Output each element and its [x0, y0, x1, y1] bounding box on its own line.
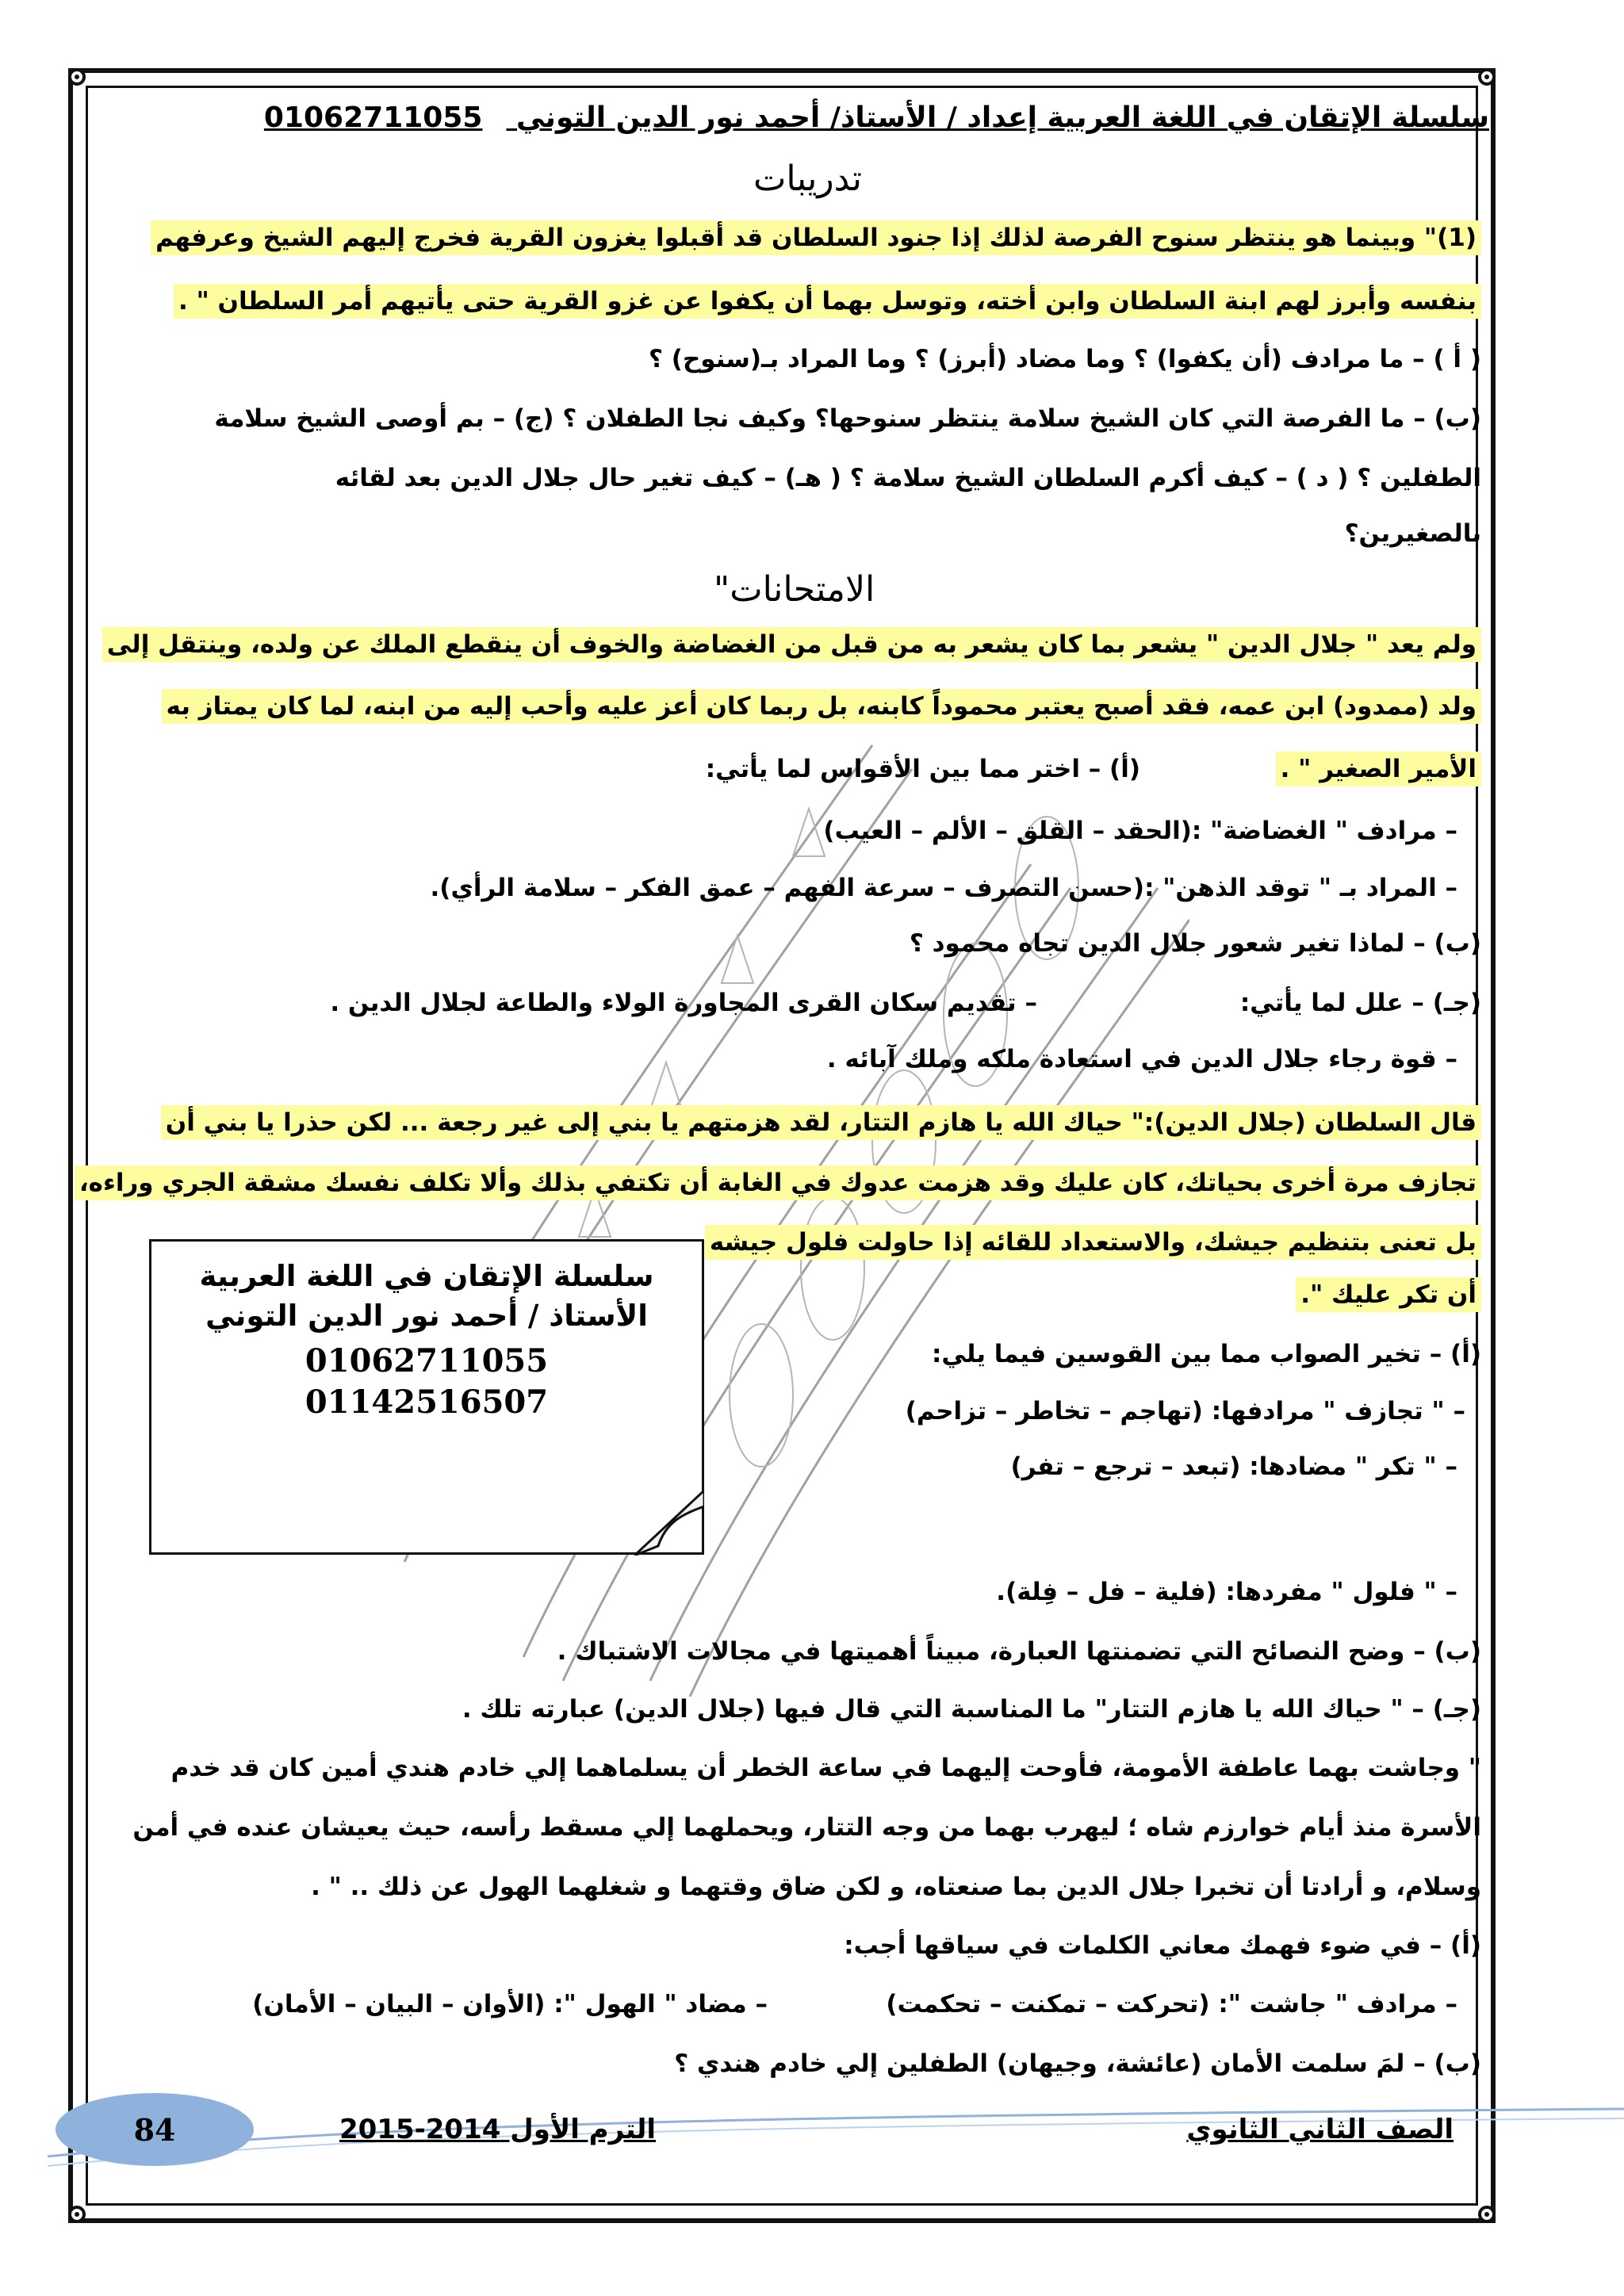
- footer-grade: الصف الثاني الثانوي: [1186, 2114, 1454, 2145]
- question-line: بالصغيرين؟: [1344, 519, 1481, 548]
- frame-corner-ornament: [1478, 2206, 1496, 2223]
- passage-line: ولم يعد " جلال الدين " يشعر بما كان يشعر به من قبل من الغضاضة والخوف أن ينقطع الملك عن ولده، وينتقل إلى: [102, 630, 1481, 660]
- question-line: (ب) – ما الفرصة التي كان الشيخ سلامة ينتظر سنوحها؟ وكيف نجا الطفلان ؟ (ج) – بم أوصى الشيخ سلامة: [214, 404, 1481, 433]
- passage-line: تجازف مرة أخرى بحياتك، كان عليك وقد هزمت عدوك في الغابة أن تكتفي بذلك وألا تكلف نفسك مشقة الجري وراءه،: [75, 1169, 1481, 1198]
- question-line: (ب) – لماذا تغير شعور جلال الدين تجاه محمود ؟: [909, 929, 1481, 958]
- question-line: – " فلول " مفردها: (فلية – فل – فِلة).: [996, 1578, 1457, 1606]
- question-line: (جـ) – " حياك الله يا هازم التتار" ما المناسبة التي قال فيها (جلال الدين) عبارته تلك .: [462, 1695, 1481, 1724]
- question-line: – " تجازف " مرادفها: (تهاجم – تخاطر – تزاحم): [905, 1397, 1465, 1425]
- frame-corner-ornament: [1478, 68, 1496, 86]
- question-line: – مرادف " جاشت ": (تحركت – تمكنت – تحكمت): [886, 1990, 1457, 2019]
- callout-phone-1: 01062711055: [304, 1341, 549, 1380]
- question-line: – قوة رجاء جلال الدين في استعادة ملكه وملك آبائه .: [826, 1045, 1457, 1073]
- page-curl-icon: [634, 1490, 704, 1556]
- passage-line: الأمير الصغير " .: [1276, 755, 1481, 784]
- passage-line: وسلام، و أرادتا أن تخبرا جلال الدين بما صنعتاه، و لكن ضاق وقتهما و شغلهما الهول عن ذلك .. " .: [311, 1873, 1481, 1901]
- header-phone: 01062711055: [263, 101, 483, 134]
- question-line: – مضاد " الهول ": (الأوان – البيان – الأمان): [252, 1990, 768, 2019]
- page-number-badge: 84: [56, 2093, 254, 2166]
- section-title-exams: الامتحانات": [714, 569, 875, 610]
- section-title-exercises: تدريبات: [753, 159, 862, 199]
- author-callout-box: [149, 1239, 704, 1555]
- question-line: – " تكر " مضادها: (تبعد – ترجع – تفر): [1010, 1452, 1457, 1481]
- passage-line: (1)" وبينما هو ينتظر سنوح الفرصة لذلك إذا جنود السلطان قد أقبلوا يغزون القرية فخرج إليهم الشيخ وعرفهم: [151, 224, 1481, 253]
- passage-line: الأسرة منذ أيام خوارزم شاه ؛ ليهرب بهما من وجه التتار، ويحملهما إلي مسقط رأسه، حيث يعيشان عنده في أمن: [132, 1813, 1481, 1842]
- question-line: – مرادف " الغضاضة" :(الحقد – القلق – الألم – العيب): [823, 817, 1457, 845]
- question-line: (أ) – في ضوء فهمك معاني الكلمات في سياقها أجب:: [844, 1931, 1481, 1960]
- question-line: الطفلين ؟ ( د ) – كيف أكرم السلطان الشيخ سلامة ؟ ( هـ) – كيف تغير حال جلال الدين بعد لقائه: [335, 464, 1481, 492]
- header-title: سلسلة الإتقان في اللغة العربية إعداد / الأستاذ/ أحمد نور الدين التوني: [516, 101, 1489, 134]
- passage-line: أن تكر عليك ".: [1296, 1280, 1481, 1310]
- question-line: (أ) – تخير الصواب مما بين القوسين فيما يلي:: [931, 1340, 1481, 1368]
- question-line: – المراد بـ " توقد الذهن" :(حسن التصرف – سرعة الفهم – عمق الفكر – سلامة الرأي).: [430, 874, 1457, 902]
- footer-term: الترم الأول 2014-2015: [339, 2114, 657, 2145]
- passage-line: بنفسه وأبرز لهم ابنة السلطان وابن أخته، وتوسل بهما أن يكفوا عن غزو القرية حتى يأتيهم أمر السلطان " .: [174, 287, 1481, 316]
- page-header: [264, 101, 1489, 134]
- passage-line: ولد (ممدود) ابن عمه، فقد أصبح يعتبر محموداً كابنه، بل ربما كان أعز عليه وأحب إليه من ابنه، لما كان يمتاز به: [162, 692, 1481, 721]
- passage-line: قال السلطان (جلال الدين):" حياك الله يا هازم التتار، لقد هزمتهم يا بني إلى غير رجعة ... لكن حذرا يا بني أن: [161, 1108, 1481, 1138]
- callout-author: الأستاذ / أحمد نور الدين التوني: [205, 1299, 648, 1334]
- question-line: (أ) – اختر مما بين الأقواس لما يأتي:: [705, 755, 1140, 783]
- callout-phone-2: 01142516507: [304, 1383, 549, 1421]
- question-line: (ب) – لمَ سلمت الأمان (عائشة، وجيهان) الطفلين إلي خادم هندي ؟: [674, 2049, 1481, 2078]
- question-line: (ب) – وضح النصائح التي تضمنتها العبارة، مبيناً أهميتها في مجالات الاشتباك .: [557, 1637, 1481, 1666]
- frame-corner-ornament: [68, 68, 86, 86]
- question-line: (جـ) – علل لما يأتي:: [1239, 989, 1481, 1017]
- passage-line: " وجاشت بهما عاطفة الأمومة، فأوحت إليهما في ساعة الخطر أن يسلماهما إلي خادم هندي أمين كان قد خدم: [170, 1754, 1481, 1782]
- callout-series-title: سلسلة الإتقان في اللغة العربية: [199, 1259, 654, 1293]
- passage-line: بل تعنى بتنظيم جيشك، والاستعداد للقائه إذا حاولت فلول جيشه: [705, 1228, 1481, 1257]
- frame-corner-ornament: [68, 2206, 86, 2223]
- question-line: ( أ ) – ما مرادف (أن يكفوا) ؟ وما مضاد (أبرز) ؟ وما المراد بـ(سنوح) ؟: [649, 345, 1481, 373]
- question-line: – تقديم سكان القرى المجاورة الولاء والطاعة لجلال الدين .: [330, 989, 1037, 1017]
